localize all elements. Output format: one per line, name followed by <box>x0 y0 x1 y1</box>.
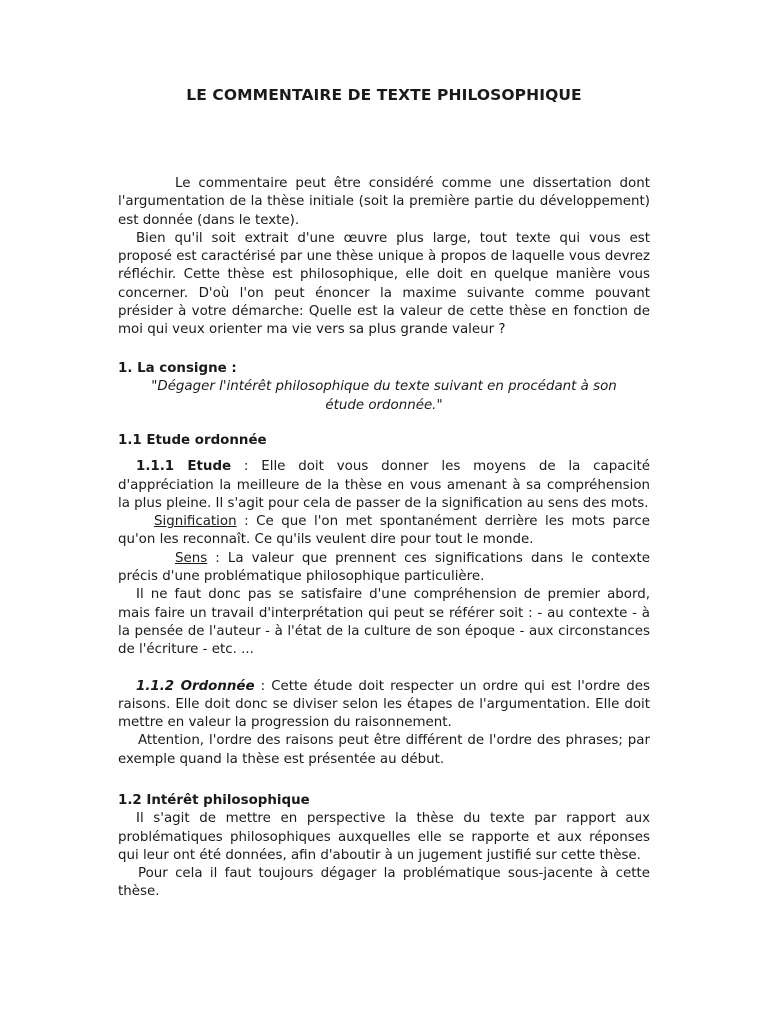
section-interet-philosophique <box>118 792 650 902</box>
ordonnee-paragraph <box>118 678 650 733</box>
signification-text: : Ce que l'on met spontanément derrière les mots parce qu'on les reconnaît. Ce qu'ils veulent dire pour tout le monde. <box>118 514 650 548</box>
section-1-1-heading: 1.1 Etude ordonnée <box>118 433 267 448</box>
page-title: LE COMMENTAIRE DE TEXTE PHILOSOPHIQUE <box>186 86 582 104</box>
section-etude-ordonnee <box>118 432 650 769</box>
consigne-quote: "Dégager l'intérêt philosophique du texte suivant en procédant à son étude ordonnée." <box>151 379 617 413</box>
sens-paragraph <box>118 550 650 587</box>
sens-label: Sens <box>175 550 208 566</box>
interpretation-paragraph: Il ne faut donc pas se satisfaire d'une compréhension de premier abord, mais faire un travail d'interprétation qui peut se référer soit : - au contexte - à la pensée de l'auteur - à l'état de la culture de son époque - aux circonstances de l'écriture - etc. ... <box>118 587 650 658</box>
etude-paragraph <box>118 458 650 513</box>
etude-label: 1.1.1 Etude <box>136 459 232 475</box>
signification-paragraph <box>118 513 650 550</box>
section-1-2-heading: 1.2 Intérêt philosophique <box>118 793 310 808</box>
interet-paragraph-1: Il s'agit de mettre en perspective la thèse du texte par rapport aux problématiques philosophiques auxquelles elle se rapporte et aux réponses qui leur ont été données, afin d'aboutir à un jugement justifié sur cette thèse. <box>118 811 650 863</box>
intro-paragraph-2: Bien qu'il soit extrait d'une œuvre plus large, tout texte qui vous est proposé est caractérisé par une thèse unique à propos de laquelle vous devrez réfléchir. Cette thèse est philosophique, elle doit en quelque manière vous concerner. D'où l'on peut énoncer la maxime suivante comme pouvant présider à votre démarche: Quelle est la valeur de cette thèse en fonction de moi qui veux orienter ma vie vers sa plus grande valeur ? <box>118 230 650 338</box>
sens-text: : La valeur que prennent ces significations dans le contexte précis d'une problématique philosophique particulière. <box>118 550 650 585</box>
attention-paragraph: Attention, l'ordre des raisons peut être différent de l'ordre des phrases; par exemple quand la thèse est présentée au début. <box>118 733 650 767</box>
ordonnee-text: : Cette étude doit respecter un ordre qui est l'ordre des raisons. Elle doit donc se diviser selon les étapes de l'argumentation. Elle doit mettre en valeur la progression du raisonnement. <box>118 678 650 731</box>
intro-paragraph-1: Le commentaire peut être considéré comme une dissertation dont l'argumentation de la thèse initiale (soit la première partie du développement) est donnée (dans le texte). <box>118 176 650 228</box>
ordonnee-label: 1.1.2 Ordonnée <box>136 678 255 694</box>
interet-paragraph-2: Pour cela il faut toujours dégager la problématique sous-jacente à cette thèse. <box>118 866 650 900</box>
signification-label: Signification <box>154 514 237 530</box>
section-consigne <box>118 360 650 415</box>
intro-section <box>118 175 650 340</box>
section-1-heading: 1. La consigne : <box>118 361 237 376</box>
etude-text: : Elle doit vous donner les moyens de la capacité d'appréciation la meilleure de la thèse en vous amenant à sa compréhension la plus pleine. Il s'agit pour cela de passer de la signification au sens des mots. <box>118 459 650 511</box>
